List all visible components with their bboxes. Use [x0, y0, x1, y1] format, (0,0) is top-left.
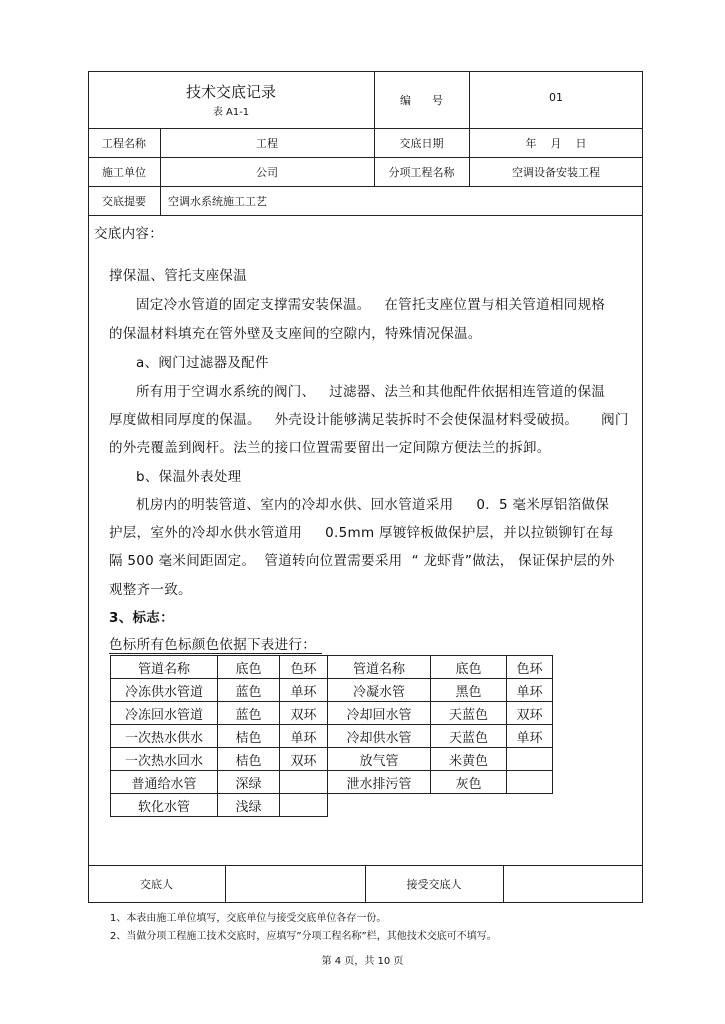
table-cell: 冷却回水管 [328, 702, 431, 725]
subproject-value: 空调设备安装工程 [512, 165, 600, 179]
content-label: 交底内容： [94, 226, 163, 242]
receiver-signature-field[interactable] [503, 865, 643, 903]
table-cell: 冷冻供水管道 [111, 679, 218, 702]
header-cell: 底色 [431, 656, 507, 679]
table-cell: 桔色 [218, 748, 280, 771]
table-cell: 单环 [507, 725, 553, 748]
table-header-row [111, 656, 553, 679]
table-cell: 浅绿 [218, 794, 280, 817]
table-empty [431, 794, 507, 817]
table-row [111, 725, 553, 748]
content-line: a、阀门过滤器及配件 [136, 355, 269, 371]
table-cell [507, 771, 553, 794]
content-line: 固定冷水管道的固定支撑需安装保温。 在管托支座位置与相关管道相同规格 [136, 297, 606, 313]
content-line: 机房内的明装管道、室内的冷却水供、回水管道采用 0．5 毫米厚铝箔做保 [136, 497, 610, 513]
header-cell: 管道名称 [111, 656, 218, 679]
project-name-value: 工程 [256, 136, 278, 150]
table-cell: 桔色 [218, 725, 280, 748]
table-cell: 冷冻回水管道 [111, 702, 218, 725]
page-number: 第 4 页，共 10 页 [321, 956, 404, 967]
header-cell: 底色 [218, 656, 280, 679]
summary-value: 空调水系统施工工艺 [168, 194, 267, 208]
rule-row3-bottom [88, 215, 643, 216]
section-heading: 3、标志： [109, 610, 174, 626]
table-cell: 双环 [507, 702, 553, 725]
receiver-label: 接受交底人 [406, 878, 462, 891]
table-cell: 双环 [280, 748, 328, 771]
table-cell: 放气管 [328, 748, 431, 771]
date-label: 交底日期 [399, 136, 444, 150]
table-cell: 深绿 [218, 771, 280, 794]
table-cell: 蓝色 [218, 702, 280, 725]
form-number: 表 A1-1 [212, 106, 250, 118]
table-cell: 双环 [280, 702, 328, 725]
content-line: 的外壳覆盖到阀杆。法兰的接口位置需要留出一定间隙方便法兰的拆卸。 [109, 440, 551, 456]
content-line: 观整齐一致。 [109, 582, 192, 598]
content-line: 所有用于空调水系统的阀门、 过滤器、法兰和其他配件依据相连管道的保温 [136, 384, 606, 400]
table-row [111, 771, 553, 794]
number-label: 编 号 [400, 93, 443, 107]
unit-value: 公司 [256, 165, 278, 179]
table-cell [507, 748, 553, 771]
table-cell [280, 794, 328, 817]
table-row [111, 794, 553, 817]
header-cell: 色环 [507, 656, 553, 679]
table-cell: 泄水排污管 [328, 771, 431, 794]
table-cell: 单环 [280, 725, 328, 748]
number-value: 01 [549, 90, 563, 104]
content-line: 的保温材料填充在管外壁及支座间的空隙内，特殊情况保温。 [109, 326, 482, 342]
date-value: 年 月 日 [525, 136, 587, 150]
table-cell: 灰色 [431, 771, 507, 794]
table-cell: 一次热水回水 [111, 748, 218, 771]
content-line: 厚度做相同厚度的保温。 外壳设计能够满足装拆时不会使保温材料受破损。 阀门 [109, 412, 629, 428]
table-row [111, 748, 553, 771]
content-line: 隔 500 毫米间距固定。 管道转向位置需要采用 “ 龙虾背”做法， 保证保护层的外 [109, 553, 615, 569]
table-cell: 冷凝水管 [328, 679, 431, 702]
table-row [111, 702, 553, 725]
table-cell: 单环 [280, 679, 328, 702]
discloser-label: 交底人 [140, 878, 173, 891]
table-cell: 天蓝色 [431, 725, 507, 748]
table-cell: 天蓝色 [431, 702, 507, 725]
content-line: 撑保温、管托支座保温 [109, 268, 247, 284]
header-cell: 管道名称 [328, 656, 431, 679]
table-intro: 色标所有色标颜色依据下表进行： [109, 633, 322, 654]
table-cell: 米黄色 [431, 748, 507, 771]
table-cell: 普通给水管 [111, 771, 218, 794]
content-line: 护层，室外的冷却水供水管道用 0.5mm 厚镀锌板做保护层，并以拉锁铆钉在每 [109, 525, 614, 541]
table-row [111, 679, 553, 702]
table-empty [328, 794, 431, 817]
form-title: 技术交底记录 [185, 82, 276, 101]
discloser-signature-field[interactable] [225, 865, 365, 903]
note-2: 2、当做分项工程施工技术交底时，应填写”分项工程名称”栏，其他技术交底可不填写。 [110, 931, 497, 942]
table-cell: 蓝色 [218, 679, 280, 702]
table-cell: 单环 [507, 679, 553, 702]
color-code-table [110, 655, 553, 817]
table-cell: 冷却供水管 [328, 725, 431, 748]
table-cell: 一次热水供水 [111, 725, 218, 748]
summary-label: 交底提要 [102, 194, 146, 208]
subproject-label: 分项工程名称 [388, 165, 455, 179]
content-line: b、保温外表处理 [136, 469, 242, 485]
table-cell: 软化水管 [111, 794, 218, 817]
table-empty [507, 794, 553, 817]
project-name-label: 工程名称 [102, 136, 146, 150]
header-cell: 色环 [280, 656, 328, 679]
note-1: 1、本表由施工单位填写，交底单位与接受交底单位各存一份。 [110, 913, 387, 924]
unit-label: 施工单位 [102, 165, 146, 179]
table-cell: 黑色 [431, 679, 507, 702]
table-cell [280, 771, 328, 794]
